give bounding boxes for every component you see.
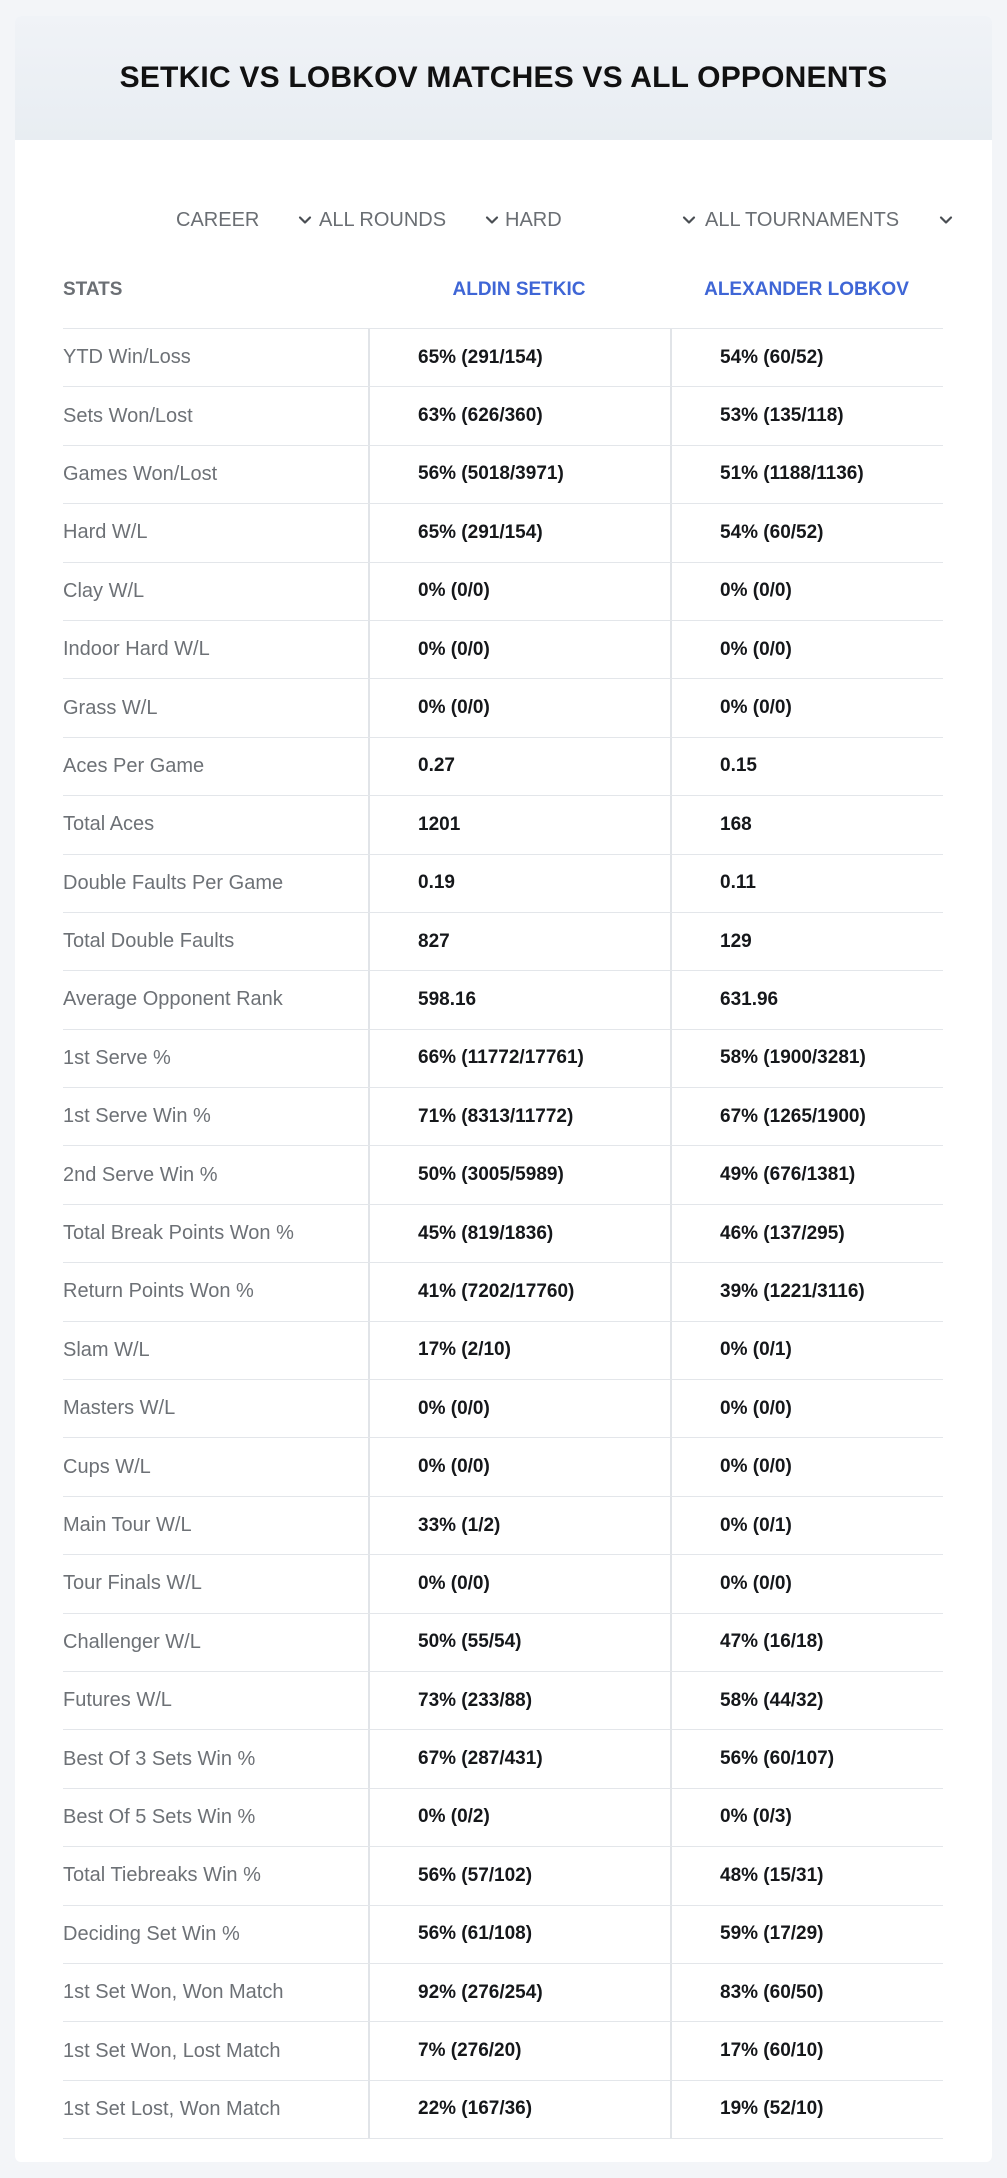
tournaments-select[interactable] — [705, 188, 955, 252]
player2-stat-value: 168 — [670, 796, 943, 853]
table-row — [63, 1614, 943, 1672]
table-row — [63, 2081, 943, 2139]
stat-label: 1st Set Won, Won Match — [63, 1981, 284, 2004]
table-row — [63, 855, 943, 913]
stat-label: Indoor Hard W/L — [63, 638, 210, 661]
player1-stat-value: 17% (2/10) — [368, 1322, 670, 1379]
stats-table — [63, 252, 943, 2139]
player2-stat-value: 39% (1221/3116) — [670, 1263, 943, 1320]
player2-stat-value: 17% (60/10) — [670, 2022, 943, 2079]
table-row — [63, 1205, 943, 1263]
player2-stat-value: 19% (52/10) — [670, 2081, 943, 2138]
player2-stat-value: 54% (60/52) — [670, 504, 943, 561]
stat-label: 1st Set Won, Lost Match — [63, 2039, 281, 2062]
player1-stat-value: 92% (276/254) — [368, 1964, 670, 2021]
player1-stat-value: 56% (57/102) — [368, 1847, 670, 1904]
table-row — [63, 387, 943, 445]
table-row — [63, 1672, 943, 1730]
player1-stat-value: 56% (5018/3971) — [368, 446, 670, 503]
table-row — [63, 329, 943, 387]
player2-stat-value: 47% (16/18) — [670, 1614, 943, 1671]
player1-stat-value: 67% (287/431) — [368, 1730, 670, 1787]
player2-stat-value: 59% (17/29) — [670, 1906, 943, 1963]
stat-label: Grass W/L — [63, 696, 158, 719]
table-header — [63, 252, 943, 329]
stat-label: Best Of 3 Sets Win % — [63, 1747, 256, 1770]
stat-label: Challenger W/L — [63, 1630, 201, 1653]
player1-column-header[interactable]: ALDIN SETKIC — [452, 279, 586, 300]
player2-stat-value: 0% (0/0) — [670, 1555, 943, 1612]
stat-label: Clay W/L — [63, 579, 145, 602]
player2-stat-value: 54% (60/52) — [670, 329, 943, 386]
player2-stat-value: 48% (15/31) — [670, 1847, 943, 1904]
player2-stat-value: 56% (60/107) — [670, 1730, 943, 1787]
stat-label: YTD Win/Loss — [63, 346, 191, 369]
stat-label: Total Aces — [63, 813, 155, 836]
table-row — [63, 1263, 943, 1321]
stat-label: Main Tour W/L — [63, 1514, 192, 1536]
stat-label: Aces Per Game — [63, 754, 205, 777]
stat-label: Tour Finals W/L — [63, 1572, 202, 1595]
player1-stat-value: 63% (626/360) — [368, 387, 670, 444]
stat-label: Cups W/L — [63, 1455, 151, 1478]
period-select[interactable] — [176, 188, 314, 252]
stat-label: Total Break Points Won % — [63, 1222, 294, 1245]
table-row — [63, 738, 943, 796]
player2-stat-value: 0% (0/3) — [670, 1789, 943, 1846]
page-header — [15, 16, 992, 140]
table-row — [63, 446, 943, 504]
player2-stat-value: 0% (0/0) — [670, 621, 943, 678]
player2-stat-value: 0% (0/1) — [670, 1497, 943, 1554]
player2-column-header[interactable]: ALEXANDER LOBKOV — [704, 279, 909, 300]
player1-stat-value: 1201 — [368, 796, 670, 853]
stat-label: Total Double Faults — [63, 930, 235, 953]
page-title: SETKIC VS LOBKOV MATCHES VS ALL OPPONENTS — [119, 61, 888, 94]
table-row — [63, 913, 943, 971]
player1-stat-value: 598.16 — [368, 971, 670, 1028]
filter-bar — [15, 188, 992, 252]
table-row — [63, 679, 943, 737]
rounds-select-value: ALL ROUNDS — [319, 208, 447, 231]
player1-stat-value: 71% (8313/11772) — [368, 1088, 670, 1145]
player2-stat-value: 58% (1900/3281) — [670, 1030, 943, 1087]
table-row — [63, 504, 943, 562]
player2-stat-value: 46% (137/295) — [670, 1205, 943, 1262]
chevron-down-icon — [296, 211, 314, 229]
stat-label: 1st Serve % — [63, 1046, 171, 1069]
player2-stat-value: 51% (1188/1136) — [670, 446, 943, 503]
stat-label: 1st Serve Win % — [63, 1105, 211, 1128]
table-row — [63, 563, 943, 621]
stat-label: 2nd Serve Win % — [63, 1163, 218, 1186]
player1-stat-value: 7% (276/20) — [368, 2022, 670, 2079]
player2-stat-value: 49% (676/1381) — [670, 1146, 943, 1203]
table-row — [63, 1497, 943, 1555]
table-row — [63, 621, 943, 679]
player1-stat-value: 0% (0/0) — [368, 563, 670, 620]
player1-stat-value: 65% (291/154) — [368, 329, 670, 386]
player1-stat-value: 33% (1/2) — [368, 1497, 670, 1554]
player2-stat-value: 0.15 — [670, 738, 943, 795]
table-row — [63, 1380, 943, 1438]
chevron-down-icon — [937, 211, 955, 229]
player2-stat-value: 0% (0/0) — [670, 1438, 943, 1495]
stat-label: Average Opponent Rank — [63, 988, 283, 1011]
period-select-value: CAREER — [176, 208, 260, 231]
table-row — [63, 1906, 943, 1964]
player1-stat-value: 45% (819/1836) — [368, 1205, 670, 1262]
stat-label: Games Won/Lost — [63, 462, 218, 485]
player1-stat-value: 50% (3005/5989) — [368, 1146, 670, 1203]
table-row — [63, 1730, 943, 1788]
table-row — [63, 971, 943, 1029]
player2-stat-value: 0% (0/0) — [670, 1380, 943, 1437]
player1-stat-value: 827 — [368, 913, 670, 970]
player2-stat-value: 0% (0/0) — [670, 679, 943, 736]
player1-stat-value: 0% (0/0) — [368, 679, 670, 736]
player1-stat-value: 0% (0/0) — [368, 1380, 670, 1437]
player1-stat-value: 66% (11772/17761) — [368, 1030, 670, 1087]
player2-stat-value: 58% (44/32) — [670, 1672, 943, 1729]
player1-stat-value: 0.19 — [368, 855, 670, 912]
player1-stat-value: 0% (0/0) — [368, 1555, 670, 1612]
stats-column-header: STATS — [63, 279, 123, 300]
stats-card — [15, 16, 992, 2162]
chevron-down-icon — [680, 211, 698, 229]
player2-stat-value: 129 — [670, 913, 943, 970]
surface-select[interactable] — [505, 188, 698, 252]
table-row — [63, 1789, 943, 1847]
player1-stat-value: 41% (7202/17760) — [368, 1263, 670, 1320]
table-row — [63, 1964, 943, 2022]
chevron-down-icon — [483, 211, 501, 229]
stat-label: Slam W/L — [63, 1338, 150, 1361]
table-row — [63, 1146, 943, 1204]
surface-select-value: HARD — [505, 208, 562, 231]
player2-stat-value: 0.11 — [670, 855, 943, 912]
player1-stat-value: 73% (233/88) — [368, 1672, 670, 1729]
rounds-select[interactable] — [319, 188, 501, 252]
player1-stat-value: 0% (0/0) — [368, 621, 670, 678]
stat-label: Deciding Set Win % — [63, 1922, 240, 1945]
player2-stat-value: 67% (1265/1900) — [670, 1088, 943, 1145]
stat-label: Sets Won/Lost — [63, 404, 193, 427]
table-row — [63, 1088, 943, 1146]
table-row — [63, 2022, 943, 2080]
table-body — [63, 329, 943, 2139]
player2-stat-value: 0% (0/0) — [670, 563, 943, 620]
table-row — [63, 1555, 943, 1613]
table-row — [63, 796, 943, 854]
player2-stat-value: 53% (135/118) — [670, 387, 943, 444]
tournaments-select-value: ALL TOURNAMENTS — [705, 208, 900, 231]
player1-stat-value: 22% (167/36) — [368, 2081, 670, 2138]
player2-stat-value: 83% (60/50) — [670, 1964, 943, 2021]
stat-label: Double Faults Per Game — [63, 871, 284, 894]
stat-label: Total Tiebreaks Win % — [63, 1864, 261, 1887]
player1-stat-value: 50% (55/54) — [368, 1614, 670, 1671]
table-row — [63, 1847, 943, 1905]
stat-label: Futures W/L — [63, 1689, 172, 1712]
player1-stat-value: 0% (0/2) — [368, 1789, 670, 1846]
player1-stat-value: 0% (0/0) — [368, 1438, 670, 1495]
stat-label: 1st Set Lost, Won Match — [63, 2097, 281, 2120]
stat-label: Masters W/L — [63, 1397, 176, 1420]
player1-stat-value: 0.27 — [368, 738, 670, 795]
player2-stat-value: 631.96 — [670, 971, 943, 1028]
table-row — [63, 1322, 943, 1380]
stat-label: Hard W/L — [63, 521, 148, 544]
player1-stat-value: 65% (291/154) — [368, 504, 670, 561]
table-row — [63, 1438, 943, 1496]
player1-stat-value: 56% (61/108) — [368, 1906, 670, 1963]
stat-label: Best Of 5 Sets Win % — [63, 1805, 256, 1828]
player2-stat-value: 0% (0/1) — [670, 1322, 943, 1379]
table-row — [63, 1030, 943, 1088]
stat-label: Return Points Won % — [63, 1280, 254, 1303]
